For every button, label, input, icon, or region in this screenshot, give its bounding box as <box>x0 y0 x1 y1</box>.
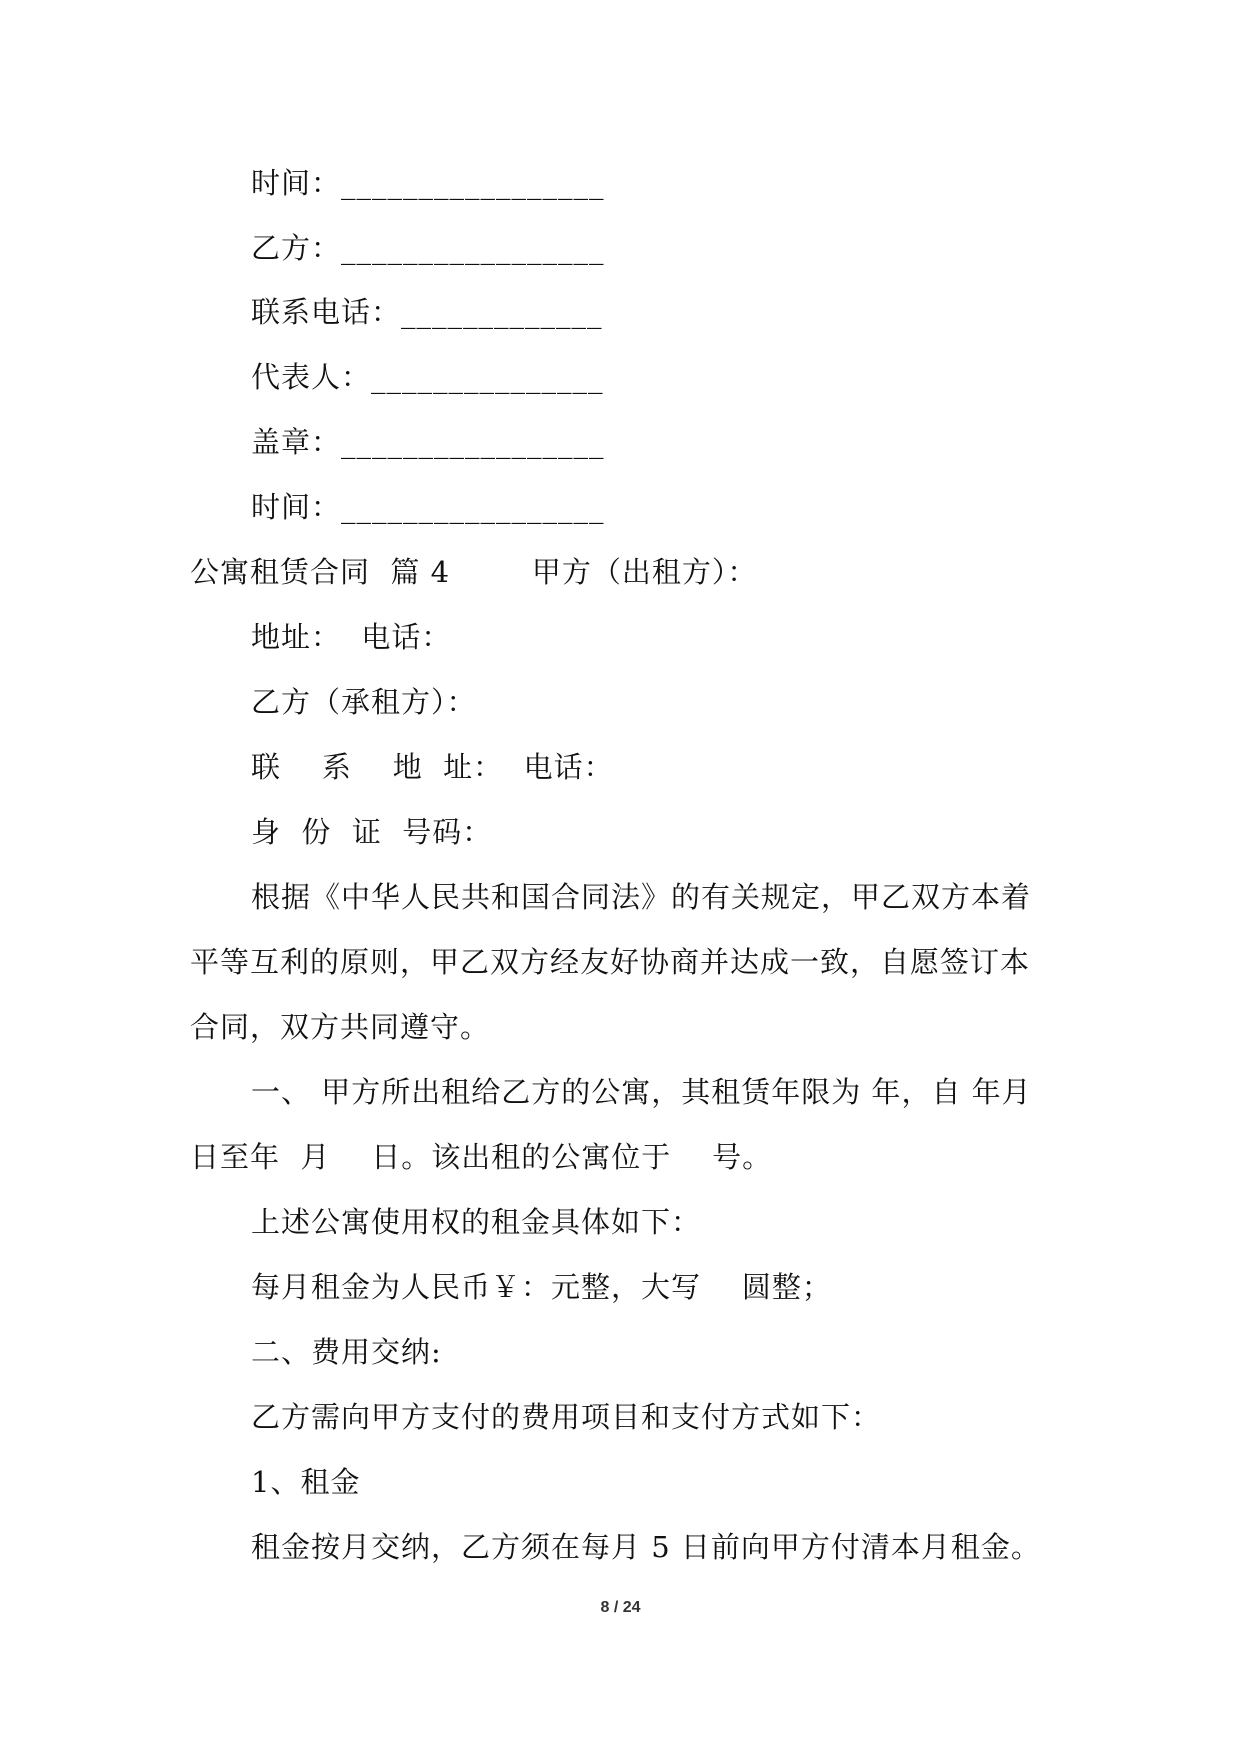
seal-line: 盖章：_________________ <box>251 425 605 459</box>
paragraph-line: 根据《中华人民共和国合同法》的有关规定，甲乙双方本着 <box>251 880 1032 914</box>
clause-one-line: 一、 甲方所出租给乙方的公寓，其租赁年限为 年，自 年月 <box>251 1075 1032 1109</box>
clause-one-line: 日至年 月 日。该出租的公寓位于 号。 <box>190 1140 773 1174</box>
party-b-line: 乙方：_________________ <box>251 231 605 265</box>
rent-payment-line: 租金按月交纳，乙方须在每月 5 日前向甲方付清本月租金。 <box>251 1530 1041 1564</box>
contact-phone-line: 联系电话：_____________ <box>251 295 603 329</box>
paragraph-line: 合同，双方共同遵守。 <box>190 1010 491 1044</box>
paragraph-line: 平等互利的原则，甲乙双方经友好协商并达成一致，自愿签订本 <box>190 945 1031 979</box>
signature-time-line: 时间：_________________ <box>251 166 605 200</box>
page-number: 8 / 24 <box>600 1599 641 1616</box>
representative-line: 代表人：_______________ <box>251 360 604 394</box>
monthly-rent-line: 每月租金为人民币￥：元整，大写 圆整； <box>251 1270 832 1304</box>
rent-item-heading: 1、租金 <box>251 1465 361 1499</box>
id-number-line: 身 份 证 号码： <box>251 815 493 849</box>
rent-intro-line: 上述公寓使用权的租金具体如下： <box>251 1205 702 1239</box>
contract-section-heading: 公寓租赁合同 篇 4 甲方（出租方）： <box>190 555 758 589</box>
signature-time-line-2: 时间：_________________ <box>251 490 605 524</box>
contact-address-line: 联 系 地 址： 电话： <box>251 750 614 784</box>
address-phone-line: 地址： 电话： <box>251 620 452 654</box>
clause-two-heading: 二、费用交纳: <box>251 1335 442 1369</box>
fees-intro-line: 乙方需向甲方支付的费用项目和支付方式如下： <box>251 1400 882 1434</box>
lessee-line: 乙方（承租方）： <box>251 685 477 719</box>
